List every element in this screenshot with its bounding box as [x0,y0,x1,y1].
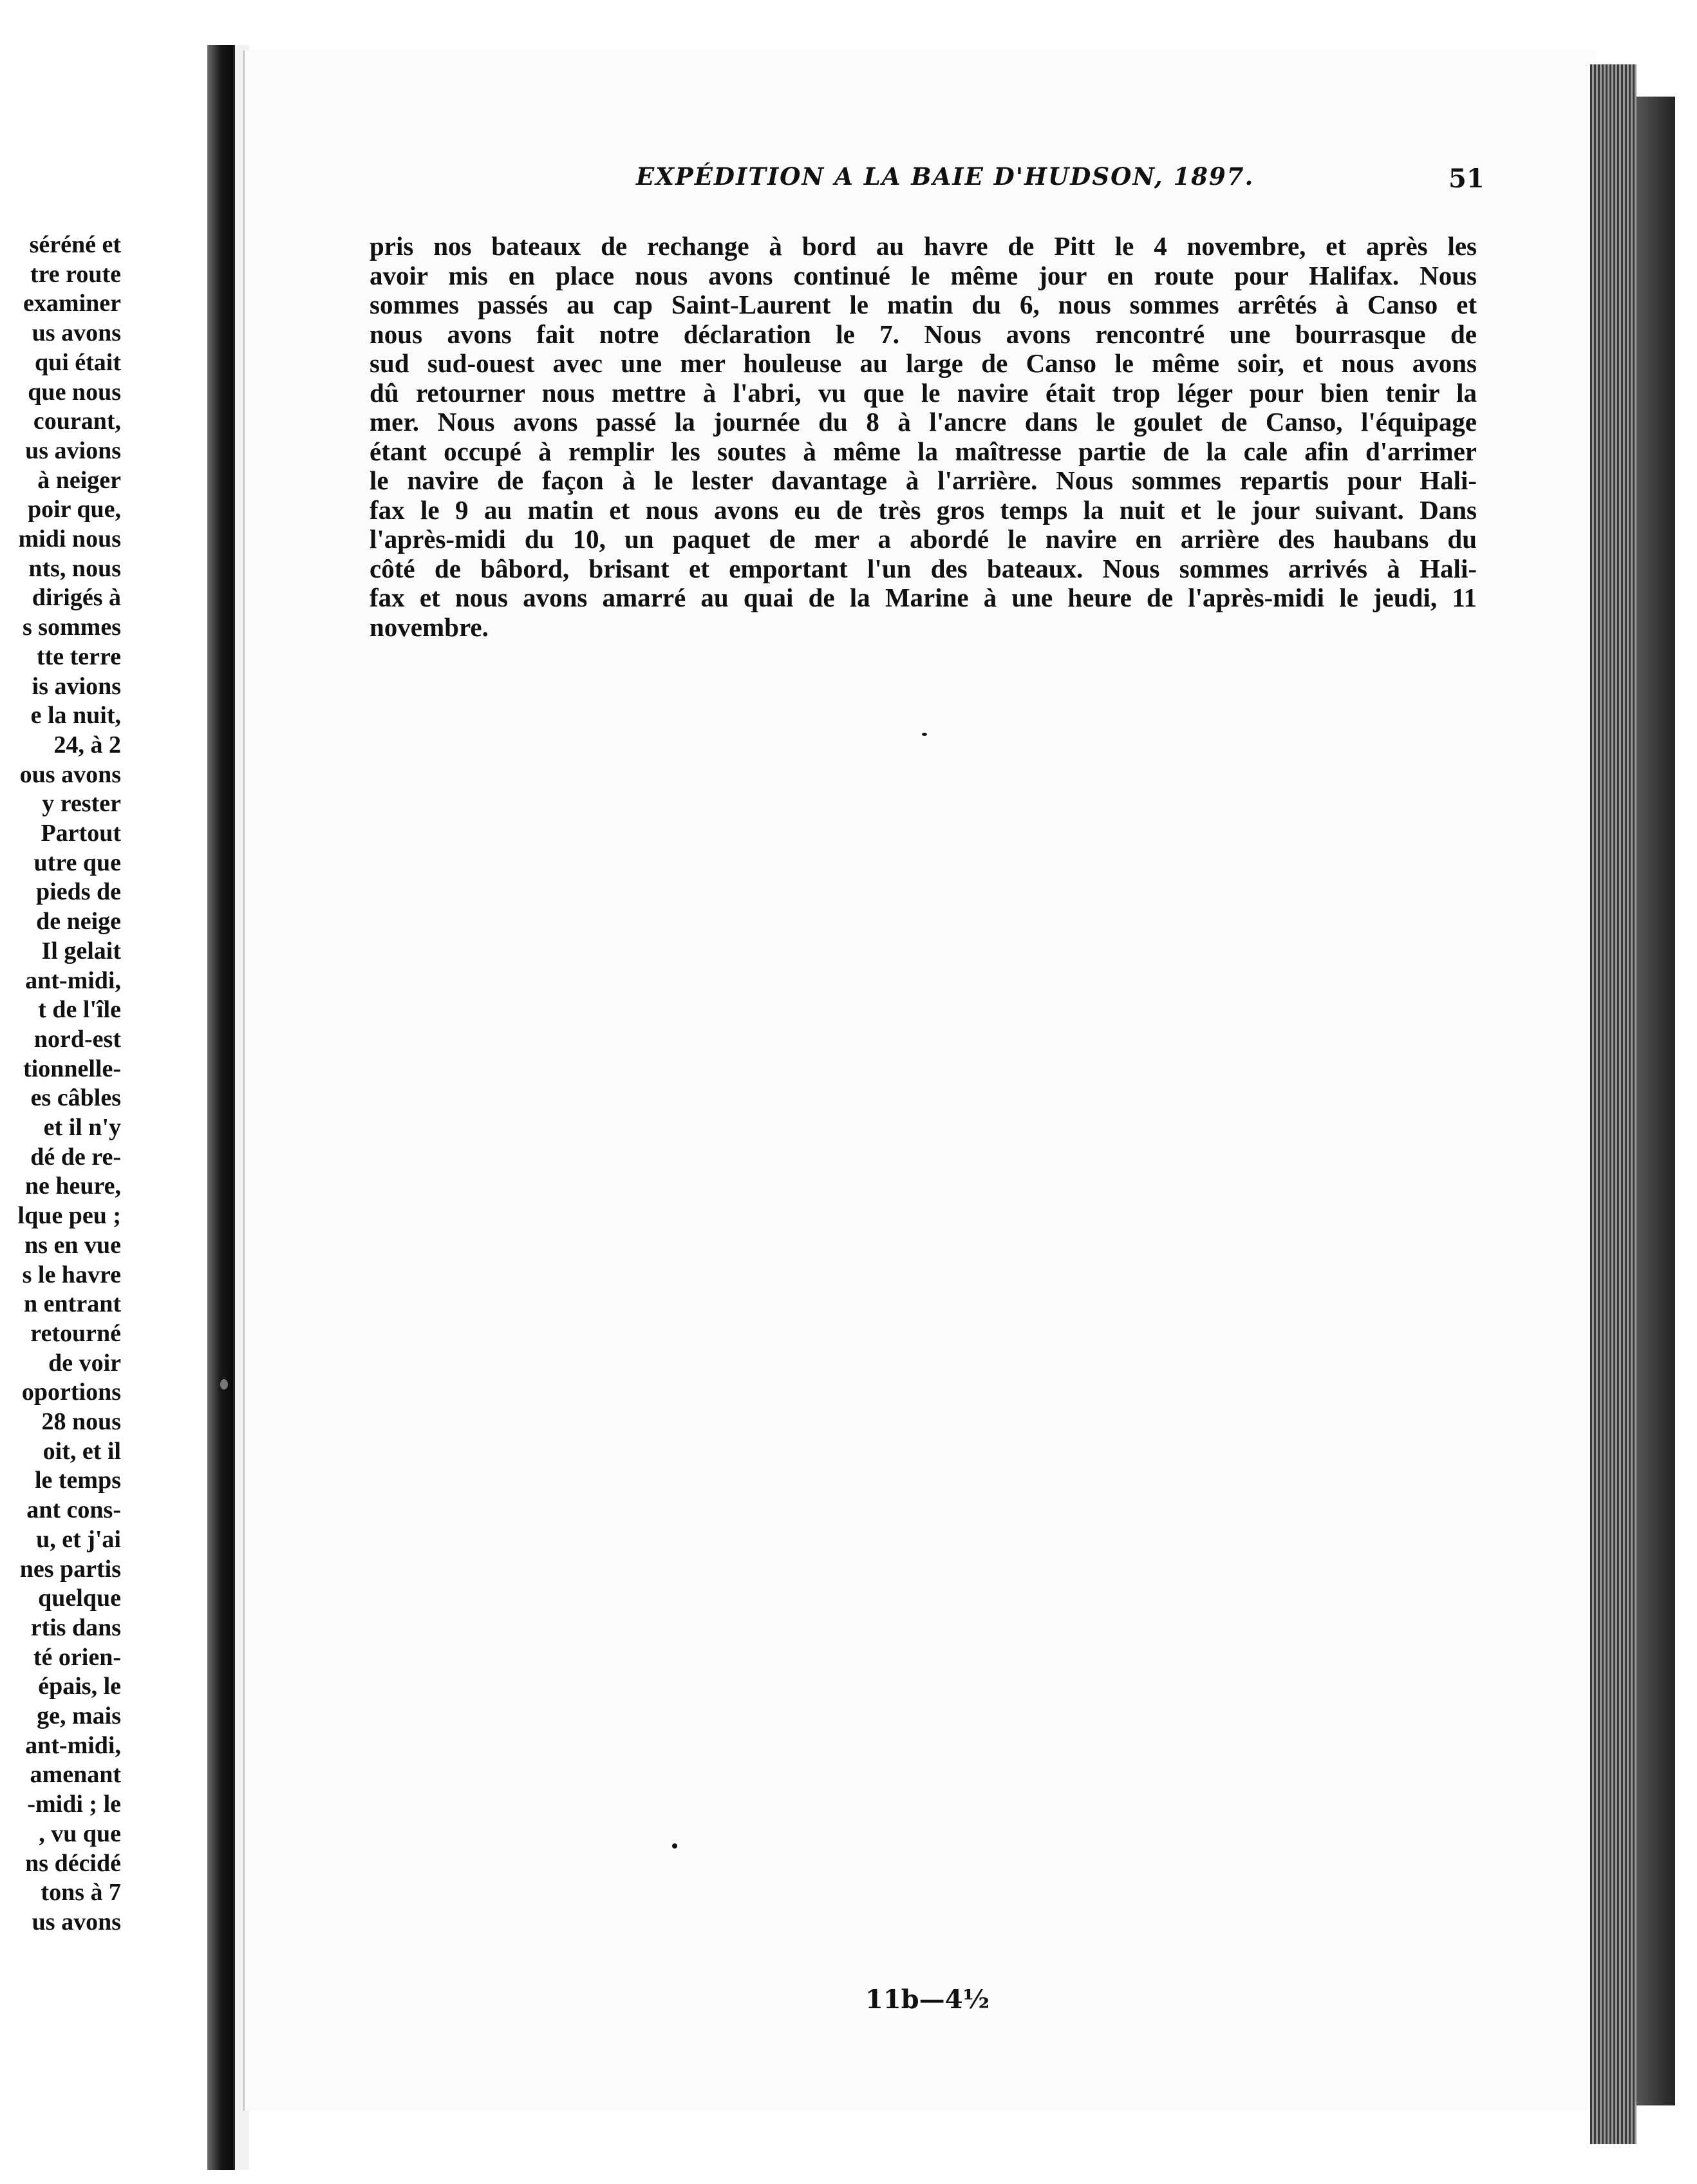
left-page-line: y rester [42,790,121,818]
left-page-line: ant-midi, [25,1731,121,1759]
left-page-line: ge, mais [37,1702,121,1729]
left-page-line: Partout [41,820,121,847]
left-page-line: épais, le [38,1673,121,1700]
page-number: 51 [1449,164,1485,194]
body-line: fax et nous avons amarré au quai de la Marine à une heure de l'après-midi le jeudi, 11 [370,583,1477,612]
left-page-line: que nous [28,378,121,406]
left-page-line: amenant [30,1761,121,1789]
left-page-line: dé de re- [30,1143,121,1171]
left-page-line: séréné et [29,231,121,258]
body-paragraph [370,232,1477,642]
running-head: EXPÉDITION A LA BAIE D'HUDSON, 1897. [636,162,1255,191]
left-page-line: -midi ; le [27,1791,121,1818]
body-line: sud sud-ouest avec une mer houleuse au large de Canso le même soir, et nous avons [370,348,1477,378]
left-page-line: nes partis [19,1555,121,1583]
left-page-line: e la nuit, [30,702,121,730]
left-page-line: tons à 7 [41,1879,121,1906]
left-page-line: qui était [34,348,121,376]
left-page-line: pieds de [36,878,121,906]
left-page-line: et il n'y [43,1114,121,1141]
left-page-line: utre que [33,849,121,876]
left-page-line: , vu que [39,1820,121,1847]
body-line: nous avons fait notre déclaration le 7. Nous avons rencontré une bourrasque de [370,319,1477,349]
body-line: sommes passés au cap Saint-Laurent le matin du 6, nous sommes arrêtés à Canso et [370,290,1477,319]
left-page-line: s le havre [22,1261,121,1288]
left-page-line: dirigés à [32,584,121,612]
left-page-line: ant-midi, [25,966,121,994]
left-facing-page [0,45,219,2170]
left-page-line: retourné [30,1319,121,1347]
printer-signature-mark: 11b—4½ [865,1984,990,2015]
left-page-line: is avions [32,672,121,700]
left-page-line: ant cons- [26,1496,121,1524]
body-line: fax le 9 au matin et nous avons eu de très gros temps la nuit et le jour suivant. Dans [370,494,1477,525]
left-page-line: u, et j'ai [36,1525,121,1553]
left-page-line: tionnelle- [23,1055,121,1082]
left-page-line: lque peu ; [17,1202,121,1230]
left-page-line: tre route [30,260,121,288]
left-page-line: de neige [36,908,121,936]
left-page-line: courant, [33,408,121,435]
left-page-line: ns en vue [24,1231,121,1259]
left-page-line: t de l'île [38,996,121,1024]
scan-speck [672,1843,677,1849]
body-line: étant occupé à remplir les soutes à même la maîtresse partie de la cale afin d'arrimer [370,436,1477,466]
left-page-line: n entrant [24,1290,121,1318]
left-page-line: ous avons [19,760,121,788]
body-line: mer. Nous avons passé la journée du 8 à l'ancre dans le goulet de Canso, l'équipage [370,407,1477,437]
body-line: pris nos bateaux de rechange à bord au havre de Pitt le 4 novembre, et après les [370,231,1477,261]
body-line: l'après-midi du 10, un paquet de mer a abordé le navire en arrière des haubans du [370,524,1477,554]
scan-speck [922,733,927,736]
left-page-line: té orien- [33,1643,121,1671]
left-page-line: ns décidé [25,1849,121,1877]
left-page-line: le temps [34,1467,121,1494]
left-page-line: oit, et il [42,1437,121,1465]
body-line: avoir mis en place nous avons continué le même jour en route pour Halifax. Nous [370,260,1477,290]
left-page-line: nts, nous [28,554,121,582]
left-page-line: ne heure, [24,1172,121,1200]
book-cover-shadow [1636,97,1675,2105]
left-page-line: de voir [48,1349,121,1377]
body-line: novembre. [370,612,489,642]
page-stack-edge [1590,64,1636,2144]
left-page-line: tte terre [36,643,121,670]
left-page-line: 24, à 2 [53,731,121,758]
left-page-line: us avons [32,319,121,347]
scan-speck [220,1379,228,1389]
left-page-line: Il gelait [41,937,121,965]
left-page-line: quelque [38,1585,121,1612]
left-page-line: oportions [21,1379,121,1406]
left-page-line: poir que, [27,496,121,523]
body-line: dû retourner nous mettre à l'abri, vu que le navire était trop léger pour bien tenir la [370,377,1477,408]
left-page-line: us avons [32,1908,121,1935]
left-page-line: es câbles [30,1084,121,1112]
body-line: le navire de façon à le lester davantage à l'arrière. Nous sommes repartis pour Hali- [370,466,1477,495]
left-page-line: s sommes [22,614,121,641]
left-page-line: à neiger [37,466,121,494]
left-page-line: rtis dans [30,1614,121,1641]
left-page-line: examiner [23,290,121,317]
left-page-text-column [0,231,121,2008]
left-page-line: midi nous [18,525,121,552]
left-page-line: 28 nous [41,1408,121,1435]
body-line: côté de bâbord, brisant et emportant l'un des bateaux. Nous sommes arrivés à Hali- [370,553,1477,583]
left-page-line: us avions [25,437,121,464]
left-page-line: nord-est [33,1025,121,1053]
